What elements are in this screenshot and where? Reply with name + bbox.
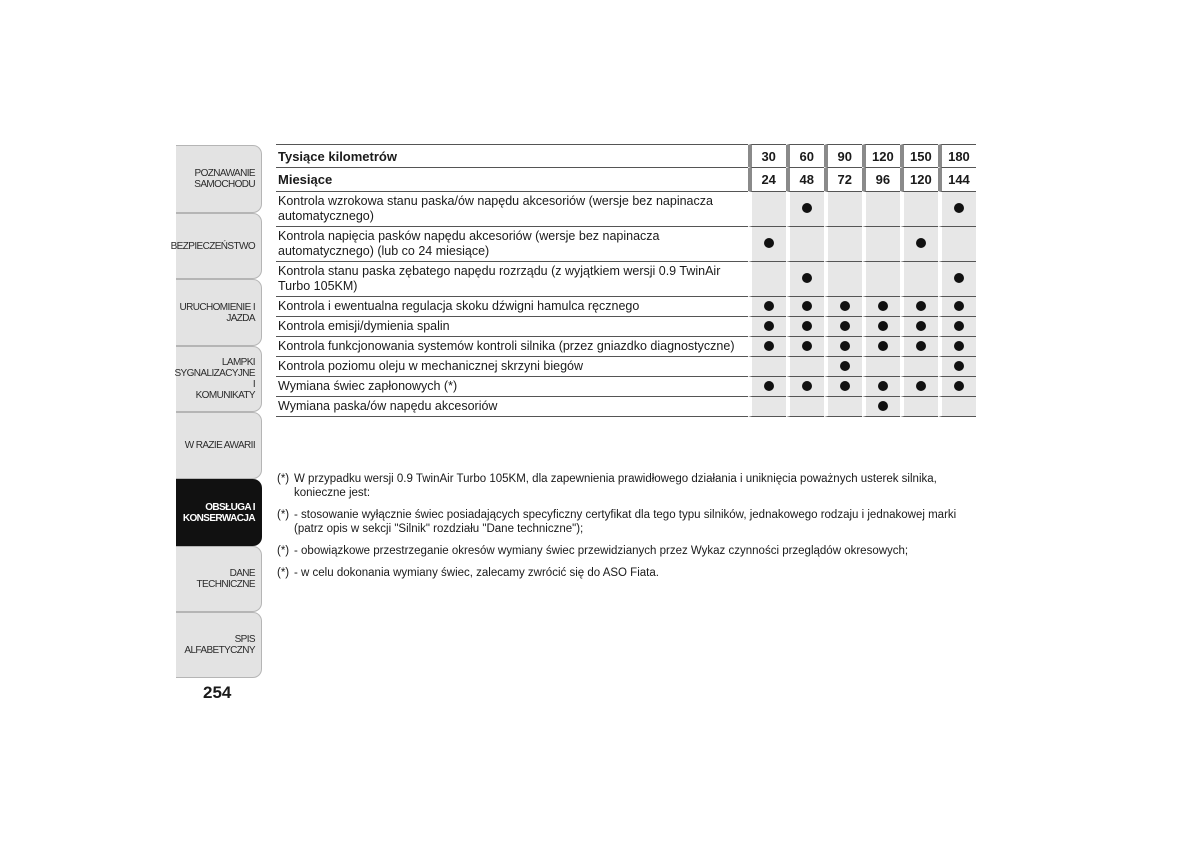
table-row	[276, 337, 976, 357]
tab-uruchomienie-i-jazda[interactable]: URUCHOMIENIE I JAZDA	[176, 279, 262, 346]
schedule-cell	[748, 192, 786, 227]
tab-bezpieczenstwo[interactable]: BEZPIECZEŃSTWO	[176, 213, 262, 279]
bullet-dot-icon	[764, 238, 774, 248]
header-value: 90	[824, 144, 862, 168]
footnote	[277, 472, 977, 500]
footnote-text: - w celu dokonania wymiany świec, zalecamy zwrócić się do ASO Fiata.	[294, 567, 659, 579]
schedule-cell	[786, 297, 824, 317]
footnote-mark: (*)	[277, 567, 290, 579]
schedule-cell	[824, 227, 862, 262]
table-row	[276, 192, 976, 227]
tab-lampki-sygnalizacyjne[interactable]: LAMPKI SYGNALIZACYJNE I KOMUNIKATY	[176, 346, 262, 412]
schedule-cell	[862, 397, 900, 417]
schedule-cell	[938, 377, 976, 397]
schedule-cell	[900, 227, 938, 262]
row-description: Kontrola wzrokowa stanu paska/ów napędu akcesoriów (wersje bez napinacza automatycznego)	[276, 192, 748, 227]
footnote	[277, 508, 977, 536]
schedule-cell	[938, 227, 976, 262]
header-value: 60	[786, 144, 824, 168]
schedule-cell	[748, 357, 786, 377]
schedule-cell	[862, 377, 900, 397]
schedule-cell	[786, 192, 824, 227]
bullet-dot-icon	[764, 301, 774, 311]
footnote-mark: (*)	[277, 509, 290, 521]
schedule-cell	[938, 192, 976, 227]
schedule-cell	[748, 317, 786, 337]
bullet-dot-icon	[840, 301, 850, 311]
footnote-text: - obowiązkowe przestrzeganie okresów wymiany świec przewidzianych przez Wykaz czynności przeglądów okresowych;	[294, 545, 909, 557]
footnote-mark: (*)	[277, 473, 290, 485]
bullet-dot-icon	[878, 341, 888, 351]
bullet-dot-icon	[916, 321, 926, 331]
schedule-cell	[786, 357, 824, 377]
bullet-dot-icon	[954, 301, 964, 311]
schedule-cell	[938, 297, 976, 317]
row-description: Kontrola i ewentualna regulacja skoku dźwigni hamulca ręcznego	[276, 297, 748, 317]
schedule-cell	[862, 317, 900, 337]
schedule-cell	[786, 262, 824, 297]
bullet-dot-icon	[802, 203, 812, 213]
schedule-cell	[938, 397, 976, 417]
schedule-cell	[748, 337, 786, 357]
schedule-cell	[862, 337, 900, 357]
schedule-cell	[824, 357, 862, 377]
bullet-dot-icon	[954, 273, 964, 283]
schedule-cell	[824, 297, 862, 317]
bullet-dot-icon	[916, 381, 926, 391]
bullet-dot-icon	[878, 301, 888, 311]
tab-poznawanie-samochodu[interactable]: POZNAWANIE SAMOCHODU	[176, 145, 262, 213]
row-description: Wymiana świec zapłonowych (*)	[276, 377, 748, 397]
schedule-cell	[824, 317, 862, 337]
header-value: 24	[748, 168, 786, 192]
header-label: Tysiące kilometrów	[276, 144, 748, 168]
schedule-cell	[748, 297, 786, 317]
maintenance-schedule-table	[276, 144, 976, 417]
footnote-text: - stosowanie wyłącznie świec posiadających specyficzny certyfikat dla tego typu silników, jednakowego rodzaju i jednakowej marki (patrz opis w sekcji "Silnik" rozdziału "Dane techniczne");	[294, 509, 957, 535]
schedule-cell	[938, 262, 976, 297]
schedule-cell	[824, 337, 862, 357]
schedule-cell	[938, 357, 976, 377]
footnote	[277, 566, 977, 580]
bullet-dot-icon	[802, 273, 812, 283]
header-value: 144	[938, 168, 976, 192]
bullet-dot-icon	[954, 203, 964, 213]
schedule-cell	[748, 262, 786, 297]
row-description: Kontrola poziomu oleju w mechanicznej skrzyni biegów	[276, 357, 748, 377]
schedule-cell	[900, 192, 938, 227]
schedule-cell	[900, 337, 938, 357]
header-value: 150	[900, 144, 938, 168]
table-row	[276, 297, 976, 317]
bullet-dot-icon	[764, 381, 774, 391]
bullet-dot-icon	[840, 321, 850, 331]
row-description: Kontrola emisji/dymienia spalin	[276, 317, 748, 337]
bullet-dot-icon	[878, 321, 888, 331]
bullet-dot-icon	[802, 321, 812, 331]
bullet-dot-icon	[954, 381, 964, 391]
table-row	[276, 262, 976, 297]
row-description: Kontrola napięcia pasków napędu akcesoriów (wersje bez napinacza automatycznego) (lub co 24 miesiące)	[276, 227, 748, 262]
bullet-dot-icon	[764, 341, 774, 351]
table-row	[276, 357, 976, 377]
bullet-dot-icon	[916, 301, 926, 311]
bullet-dot-icon	[802, 341, 812, 351]
bullet-dot-icon	[954, 341, 964, 351]
row-description: Kontrola stanu paska zębatego napędu rozrządu (z wyjątkiem wersji 0.9 TwinAir Turbo 105KM)	[276, 262, 748, 297]
bullet-dot-icon	[802, 381, 812, 391]
row-description: Kontrola funkcjonowania systemów kontroli silnika (przez gniazdko diagnostyczne)	[276, 337, 748, 357]
schedule-cell	[824, 192, 862, 227]
header-value: 120	[900, 168, 938, 192]
bullet-dot-icon	[878, 381, 888, 391]
tab-spis-alfabetyczny[interactable]: SPIS ALFABETYCZNY	[176, 612, 262, 678]
header-label: Miesiące	[276, 168, 748, 192]
header-value: 120	[862, 144, 900, 168]
schedule-cell	[824, 397, 862, 417]
schedule-cell	[862, 262, 900, 297]
schedule-cell	[900, 357, 938, 377]
schedule-cell	[824, 262, 862, 297]
schedule-cell	[862, 357, 900, 377]
bullet-dot-icon	[840, 381, 850, 391]
bullet-dot-icon	[840, 361, 850, 371]
tab-dane-techniczne[interactable]: DANE TECHNICZNE	[176, 546, 262, 612]
schedule-cell	[786, 227, 824, 262]
bullet-dot-icon	[916, 238, 926, 248]
schedule-cell	[900, 377, 938, 397]
schedule-cell	[900, 317, 938, 337]
header-value: 30	[748, 144, 786, 168]
schedule-cell	[900, 262, 938, 297]
footnote-text: W przypadku wersji 0.9 TwinAir Turbo 105KM, dla zapewnienia prawidłowego działania i uniknięcia poważnych usterek silnika, konieczne jest:	[294, 473, 937, 499]
schedule-cell	[862, 297, 900, 317]
schedule-cell	[748, 227, 786, 262]
row-description: Wymiana paska/ów napędu akcesoriów	[276, 397, 748, 417]
footnote	[277, 544, 977, 558]
schedule-cell	[786, 317, 824, 337]
bullet-dot-icon	[878, 401, 888, 411]
table-header-row	[276, 168, 976, 192]
schedule-cell	[786, 337, 824, 357]
header-value: 48	[786, 168, 824, 192]
schedule-cell	[786, 397, 824, 417]
header-value: 180	[938, 144, 976, 168]
schedule-cell	[900, 297, 938, 317]
bullet-dot-icon	[954, 321, 964, 331]
schedule-cell	[862, 227, 900, 262]
footnote-mark: (*)	[277, 545, 290, 557]
schedule-cell	[824, 377, 862, 397]
bullet-dot-icon	[954, 361, 964, 371]
page-number: 254	[203, 683, 232, 702]
schedule-cell	[938, 317, 976, 337]
table-row	[276, 227, 976, 262]
header-value: 72	[824, 168, 862, 192]
table-header-row	[276, 144, 976, 168]
schedule-cell	[748, 397, 786, 417]
schedule-cell	[900, 397, 938, 417]
footnotes	[277, 472, 977, 588]
header-value: 96	[862, 168, 900, 192]
table-row	[276, 377, 976, 397]
schedule-cell	[786, 377, 824, 397]
schedule-cell	[938, 337, 976, 357]
schedule-cell	[748, 377, 786, 397]
bullet-dot-icon	[802, 301, 812, 311]
bullet-dot-icon	[840, 341, 850, 351]
schedule-cell	[862, 192, 900, 227]
tab-w-razie-awarii[interactable]: W RAZIE AWARII	[176, 412, 262, 479]
table-row	[276, 397, 976, 417]
bullet-dot-icon	[764, 321, 774, 331]
tab-obsluga-i-konserwacja[interactable]: OBSŁUGA I KONSERWACJA	[176, 479, 262, 546]
table-row	[276, 317, 976, 337]
bullet-dot-icon	[916, 341, 926, 351]
